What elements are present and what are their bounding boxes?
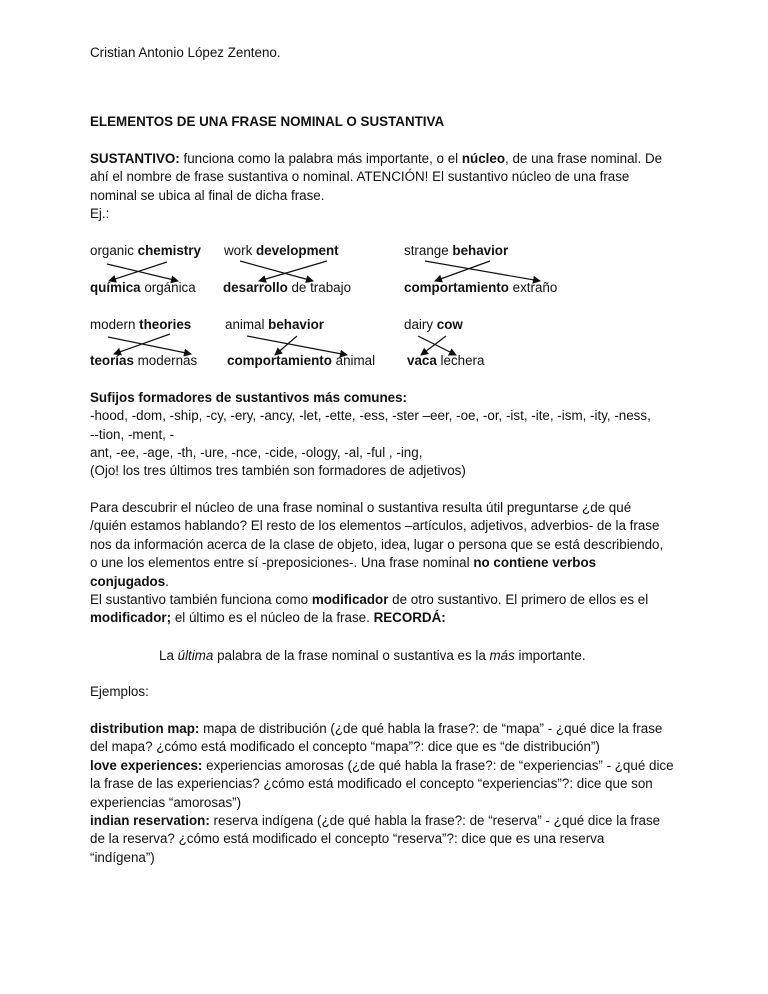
para-line-5: conjugados. (90, 574, 169, 589)
recorda-statement: La última palabra de la frase nominal o sustantiva es la más importante. (159, 648, 586, 663)
para-line-6: El sustantivo también funciona como modificador de otro sustantivo. El primero de ellos es el (90, 592, 649, 607)
para-line-4: o une los elementos entre sí -preposiciones-. Una frase nominal no contiene verbos (90, 555, 597, 570)
ejemplo-indian-line-2: de la reserva? ¿cómo está modificado el concepto “reserva”?: dice que es una reserva (90, 831, 605, 846)
example-2-spanish: desarrollo de trabajo (223, 280, 352, 295)
example-4-english: modern theories (90, 317, 192, 332)
ej-label: Ej.: (90, 206, 110, 221)
arrow-4b (114, 334, 170, 354)
sufijos-line-3: ant, -ee, -age, -th, -ure, -nce, -cide, -ology, -al, -ful , -ing, (90, 445, 423, 460)
example-4-spanish: teorías modernas (90, 353, 198, 368)
example-6-spanish: vaca lechera (407, 353, 485, 368)
para-line-2: /quién estamos hablando? El resto de los elementos –artículos, adjetivos, adverbios- de la frase (90, 518, 660, 533)
sufijos-line-1: -hood, -dom, -ship, -cy, -ery, -ancy, -let, -ette, -ess, -ster –eer, -oe, -or, -ist, -ite, -ism, -ity, -ness, (90, 408, 651, 423)
ejemplo-distribution-line-2: del mapa? ¿cómo está modificado el concepto “mapa”?: dice que es “de distribución”) (90, 739, 600, 754)
author-line: Cristian Antonio López Zenteno. (90, 45, 281, 60)
para-line-7: modificador; el último es el núcleo de la frase. RECORDÁ: (90, 610, 446, 625)
sustantivo-line-3: nominal se ubica al final de dicha frase. (90, 188, 325, 203)
sustantivo-line-2: ahí el nombre de frase sustantiva o nominal. ATENCIÓN! El sustantivo núcleo de una frase (90, 169, 630, 184)
sustantivo-line-1: SUSTANTIVO: funciona como la palabra más importante, o el núcleo, de una frase nominal. De (90, 151, 663, 166)
ejemplo-indian-line-3: “indígena”) (90, 850, 155, 865)
nucleo-term: núcleo (461, 151, 506, 166)
sufijos-line-4: (Ojo! los tres últimos tres también son formadores de adjetivos) (90, 463, 466, 478)
ejemplo-distribution-line-1: distribution map: mapa de distribución (¿de qué habla la frase?: de “mapa” - ¿qué dice la frase (90, 721, 663, 736)
example-1-spanish: química orgánica (90, 280, 196, 295)
ejemplos-heading: Ejemplos: (90, 684, 149, 699)
ejemplo-love-line-1: love experiences: experiencias amorosas (¿de qué habla la frase?: de “experiencias” - ¿qué dice (90, 758, 674, 773)
arrow-3a (425, 261, 540, 281)
example-1-english: organic chemistry (90, 243, 201, 258)
example-3-english: strange behavior (404, 243, 509, 258)
arrow-2b (259, 261, 327, 281)
para-line-1: Para descubrir el núcleo de una frase nominal o sustantiva resulta útil preguntarse ¿de qué (90, 500, 632, 515)
example-2-english: work development (224, 243, 339, 258)
para-line-3: nos da información acerca de la clase de objeto, idea, lugar o persona que se está describiendo, (90, 537, 664, 552)
example-5-english: animal behavior (225, 317, 324, 332)
arrow-3b (435, 261, 490, 281)
example-6-english: dairy cow (404, 317, 463, 332)
ejemplo-love-line-2: la frase de las experiencias? ¿cómo está modificado el concepto “experiencias”?: dice que son (90, 776, 653, 791)
ejemplo-indian-line-1: indian reservation: reserva indígena (¿de qué habla la frase?: de “reserva” - ¿qué dice la frase (90, 813, 661, 828)
document-title: ELEMENTOS DE UNA FRASE NOMINAL O SUSTANTIVA (90, 114, 445, 129)
sufijos-heading: Sufijos formadores de sustantivos más comunes: (90, 390, 407, 405)
example-5-spanish: comportamiento animal (227, 353, 376, 368)
example-3-spanish: comportamiento extraño (404, 280, 558, 295)
sufijos-line-2: --tion, -ment, - (90, 427, 175, 442)
sustantivo-label: SUSTANTIVO: (90, 151, 180, 166)
ejemplo-love-line-3: experiencias “amorosas”) (90, 795, 242, 810)
arrow-2a (240, 261, 313, 281)
